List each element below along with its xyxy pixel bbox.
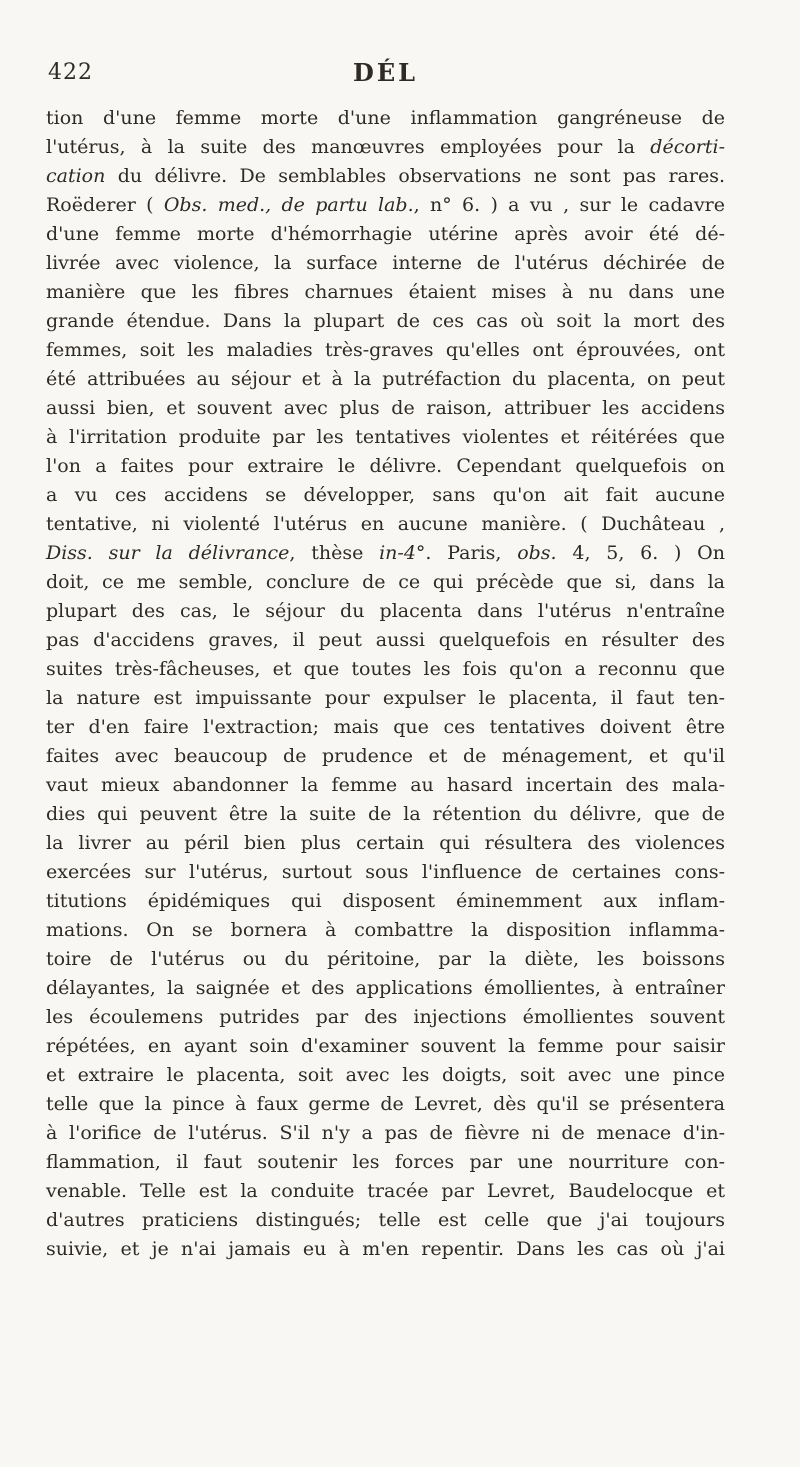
text-run: telle que la pince à faux germe de Levret, dès qu'il se présentera <box>46 1093 725 1115</box>
italic-run: décorti- <box>650 136 725 158</box>
text-run: femmes, soit les maladies très-graves qu'elles ont éprouvées, ont <box>46 339 725 361</box>
text-line <box>46 1090 725 1119</box>
text-run: d'autres praticiens distingués; telle est celle que j'ai toujours <box>46 1209 725 1231</box>
text-run: répétées, en ayant soin d'examiner souvent la femme pour saisir <box>46 1035 725 1057</box>
text-line <box>46 539 725 568</box>
text-run: manière que les fibres charnues étaient mises à nu dans une <box>46 281 725 303</box>
text-run: , n° 6. ) a vu , sur le cadavre <box>413 194 725 216</box>
text-line <box>46 1235 725 1264</box>
text-run: d'une femme morte d'hémorrhagie utérine après avoir été dé- <box>46 223 725 245</box>
text-run: livrée avec violence, la surface interne de l'utérus déchirée de <box>46 252 725 274</box>
text-line <box>46 800 725 829</box>
text-line <box>46 771 725 800</box>
text-run: exercées sur l'utérus, surtout sous l'influence de certaines cons- <box>46 861 725 883</box>
text-line <box>46 481 725 510</box>
text-run: aussi bien, et souvent avec plus de raison, attribuer les accidens <box>46 397 725 419</box>
text-run: suites très-fâcheuses, et que toutes les fois qu'on a reconnu que <box>46 658 725 680</box>
text-run: et extraire le placenta, soit avec les doigts, soit avec une pince <box>46 1064 725 1086</box>
text-line <box>46 336 725 365</box>
text-run: suivie, et je n'ai jamais eu à m'en repentir. Dans les cas où j'ai <box>46 1238 725 1260</box>
text-line <box>46 423 725 452</box>
text-run: ter d'en faire l'extraction; mais que ces tentatives doivent être <box>46 716 725 738</box>
text-run: à l'orifice de l'utérus. S'il n'y a pas de fièvre ni de menace d'in- <box>46 1122 725 1144</box>
text-line <box>46 858 725 887</box>
text-line <box>46 916 725 945</box>
text-line <box>46 1061 725 1090</box>
text-line <box>46 365 725 394</box>
text-run: 4, 5, 6. ) On <box>556 542 725 564</box>
text-run: tion d'une femme morte d'une inflammation gangréneuse de <box>46 107 725 129</box>
text-line <box>46 626 725 655</box>
text-run: Roëderer ( <box>46 194 164 216</box>
text-run: la nature est impuissante pour expulser le placenta, il faut ten- <box>46 687 725 709</box>
text-line <box>46 220 725 249</box>
text-run: titutions épidémiques qui disposent éminemment aux inflam- <box>46 890 725 912</box>
text-run: été attribuées au séjour et à la putréfaction du placenta, on peut <box>46 368 725 390</box>
text-run: doit, ce me semble, conclure de ce qui précède que si, dans la <box>46 571 725 593</box>
text-run: . Paris, <box>425 542 518 564</box>
text-run: la livrer au péril bien plus certain qui résultera des violences <box>46 832 725 854</box>
text-line <box>46 133 725 162</box>
text-line <box>46 568 725 597</box>
text-run: tentative, ni violenté l'utérus en aucune manière. ( Duchâteau , <box>46 513 725 535</box>
text-run: , thèse <box>289 542 380 564</box>
text-run: vaut mieux abandonner la femme au hasard incertain des mala- <box>46 774 725 796</box>
text-run: venable. Telle est la conduite tracée par Levret, Baudelocque et <box>46 1180 725 1202</box>
text-line <box>46 974 725 1003</box>
text-line <box>46 249 725 278</box>
text-line <box>46 684 725 713</box>
text-line <box>46 597 725 626</box>
text-line <box>46 307 725 336</box>
text-run: à l'irritation produite par les tentatives violentes et réitérées que <box>46 426 725 448</box>
text-line <box>46 1032 725 1061</box>
text-line <box>46 452 725 481</box>
italic-run: Diss. sur la délivrance <box>46 542 290 564</box>
text-run: du délivre. De semblables observations ne sont pas rares. <box>105 165 725 187</box>
text-line <box>46 655 725 684</box>
text-line <box>46 104 725 133</box>
text-line <box>46 1206 725 1235</box>
text-line <box>46 162 725 191</box>
text-run: grande étendue. Dans la plupart de ces cas où soit la mort des <box>46 310 725 332</box>
text-run: l'on a faites pour extraire le délivre. Cependant quelquefois on <box>46 455 725 477</box>
text-line <box>46 945 725 974</box>
text-line <box>46 713 725 742</box>
text-line <box>46 510 725 539</box>
text-run: mations. On se bornera à combattre la disposition inflamma- <box>46 919 725 941</box>
text-line <box>46 1119 725 1148</box>
italic-run: in-4° <box>379 542 426 564</box>
text-line <box>46 742 725 771</box>
text-run: l'utérus, à la suite des manœuvres employées pour la <box>46 136 651 158</box>
text-run: faites avec beaucoup de prudence et de ménagement, et qu'il <box>46 745 725 767</box>
text-line <box>46 1148 725 1177</box>
text-line <box>46 887 725 916</box>
text-run: pas d'accidens graves, il peut aussi quelquefois en résulter des <box>46 629 725 651</box>
italic-run: cation <box>46 165 106 187</box>
body-text <box>46 104 725 1264</box>
text-line <box>46 394 725 423</box>
text-run: dies qui peuvent être la suite de la rétention du délivre, que de <box>46 803 725 825</box>
text-line <box>46 1177 725 1206</box>
text-run: délayantes, la saignée et des applications émollientes, à entraîner <box>46 977 725 999</box>
text-line <box>46 278 725 307</box>
italic-run: Obs. med., de partu lab. <box>163 194 414 216</box>
text-line <box>46 191 725 220</box>
text-run: les écoulemens putrides par des injections émollientes souvent <box>46 1006 725 1028</box>
text-run: flammation, il faut soutenir les forces par une nourriture con- <box>46 1151 725 1173</box>
text-run: plupart des cas, le séjour du placenta dans l'utérus n'entraîne <box>46 600 725 622</box>
text-run: a vu ces accidens se développer, sans qu'on ait fait aucune <box>46 484 725 506</box>
page-number: 422 <box>48 60 93 85</box>
text-run: toire de l'utérus ou du péritoine, par la diète, les boissons <box>46 948 725 970</box>
text-line <box>46 1003 725 1032</box>
text-line <box>46 829 725 858</box>
running-title: DÉL <box>353 58 418 87</box>
page-header <box>46 58 725 90</box>
italic-run: obs. <box>517 542 557 564</box>
